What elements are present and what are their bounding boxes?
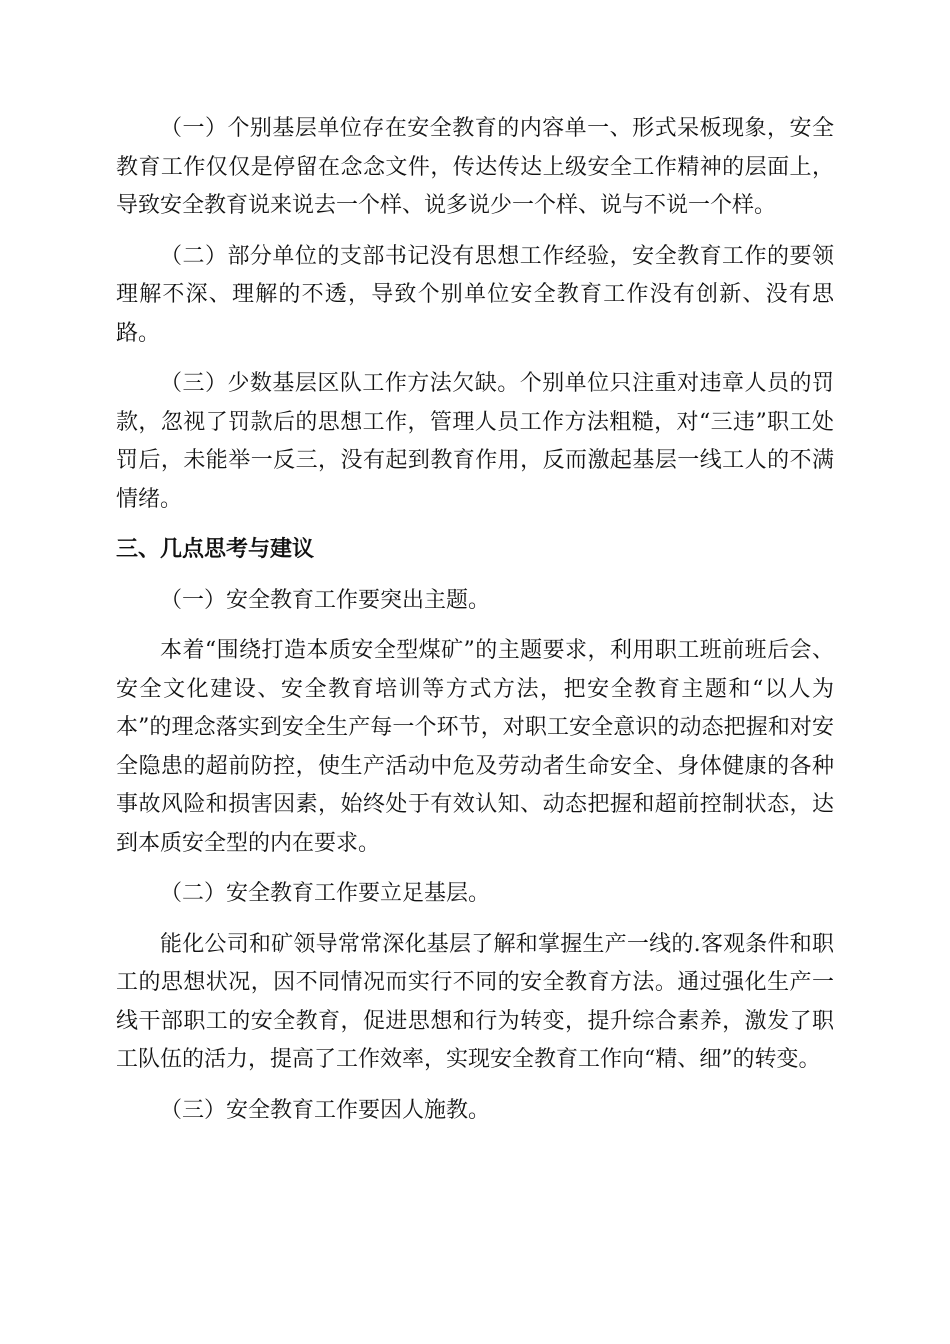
subheading-theme: （一）安全教育工作要突出主题。 <box>160 587 491 613</box>
subheading-individual: （三）安全教育工作要因人施教。 <box>160 1097 491 1123</box>
paragraph-issue-1: （一）个别基层单位存在安全教育的内容单一、形式呆板现象，安全教育工作仅仅是停留在念念文件，传达传达上级安全工作精神的层面上，导致安全教育说来说去一个样、说多说少一个样、说与不说一个样。 <box>116 116 834 218</box>
paragraph-grassroots: 能化公司和矿领导常常深化基层了解和掌握生产一线的.客观条件和职工的思想状况，因不同情况而实行不同的安全教育方法。通过强化生产一线干部职工的安全教育，促进思想和行为转变，提升综合素养，激发了职工队伍的活力，提高了工作效率，实现安全教育工作向“精、细”的转变。 <box>116 931 834 1072</box>
document-page <box>116 110 834 1142</box>
subheading-grassroots: （二）安全教育工作要立足基层。 <box>160 881 491 906</box>
paragraph-issue-3: （三）少数基层区队工作方法欠缺。个别单位只注重对违章人员的罚款，忽视了罚款后的思想工作，管理人员工作方法粗糙，对“三违”职工处罚后，未能举一反三，没有起到教育作用，反而激起基层一线工人的不满情绪。 <box>116 371 834 512</box>
section-heading: 三、几点思考与建议 <box>116 537 315 562</box>
paragraph-theme: 本着“围绕打造本质安全型煤矿”的主题要求，利用职工班前班后会、安全文化建设、安全教育培训等方式方法，把安全教育主题和“以人为本”的理念落实到安全生产每一个环节，对职工安全意识的动态把握和对安全隐患的超前防控，使生产活动中危及劳动者生命安全、身体健康的各种事故风险和损害因素，始终处于有效认知、动态把握和超前控制状态，达到本质安全型的内在要求。 <box>116 638 834 856</box>
paragraph-issue-2: （二）部分单位的支部书记没有思想工作经验，安全教育工作的要领理解不深、理解的不透，导致个别单位安全教育工作没有创新、没有思路。 <box>116 243 834 346</box>
